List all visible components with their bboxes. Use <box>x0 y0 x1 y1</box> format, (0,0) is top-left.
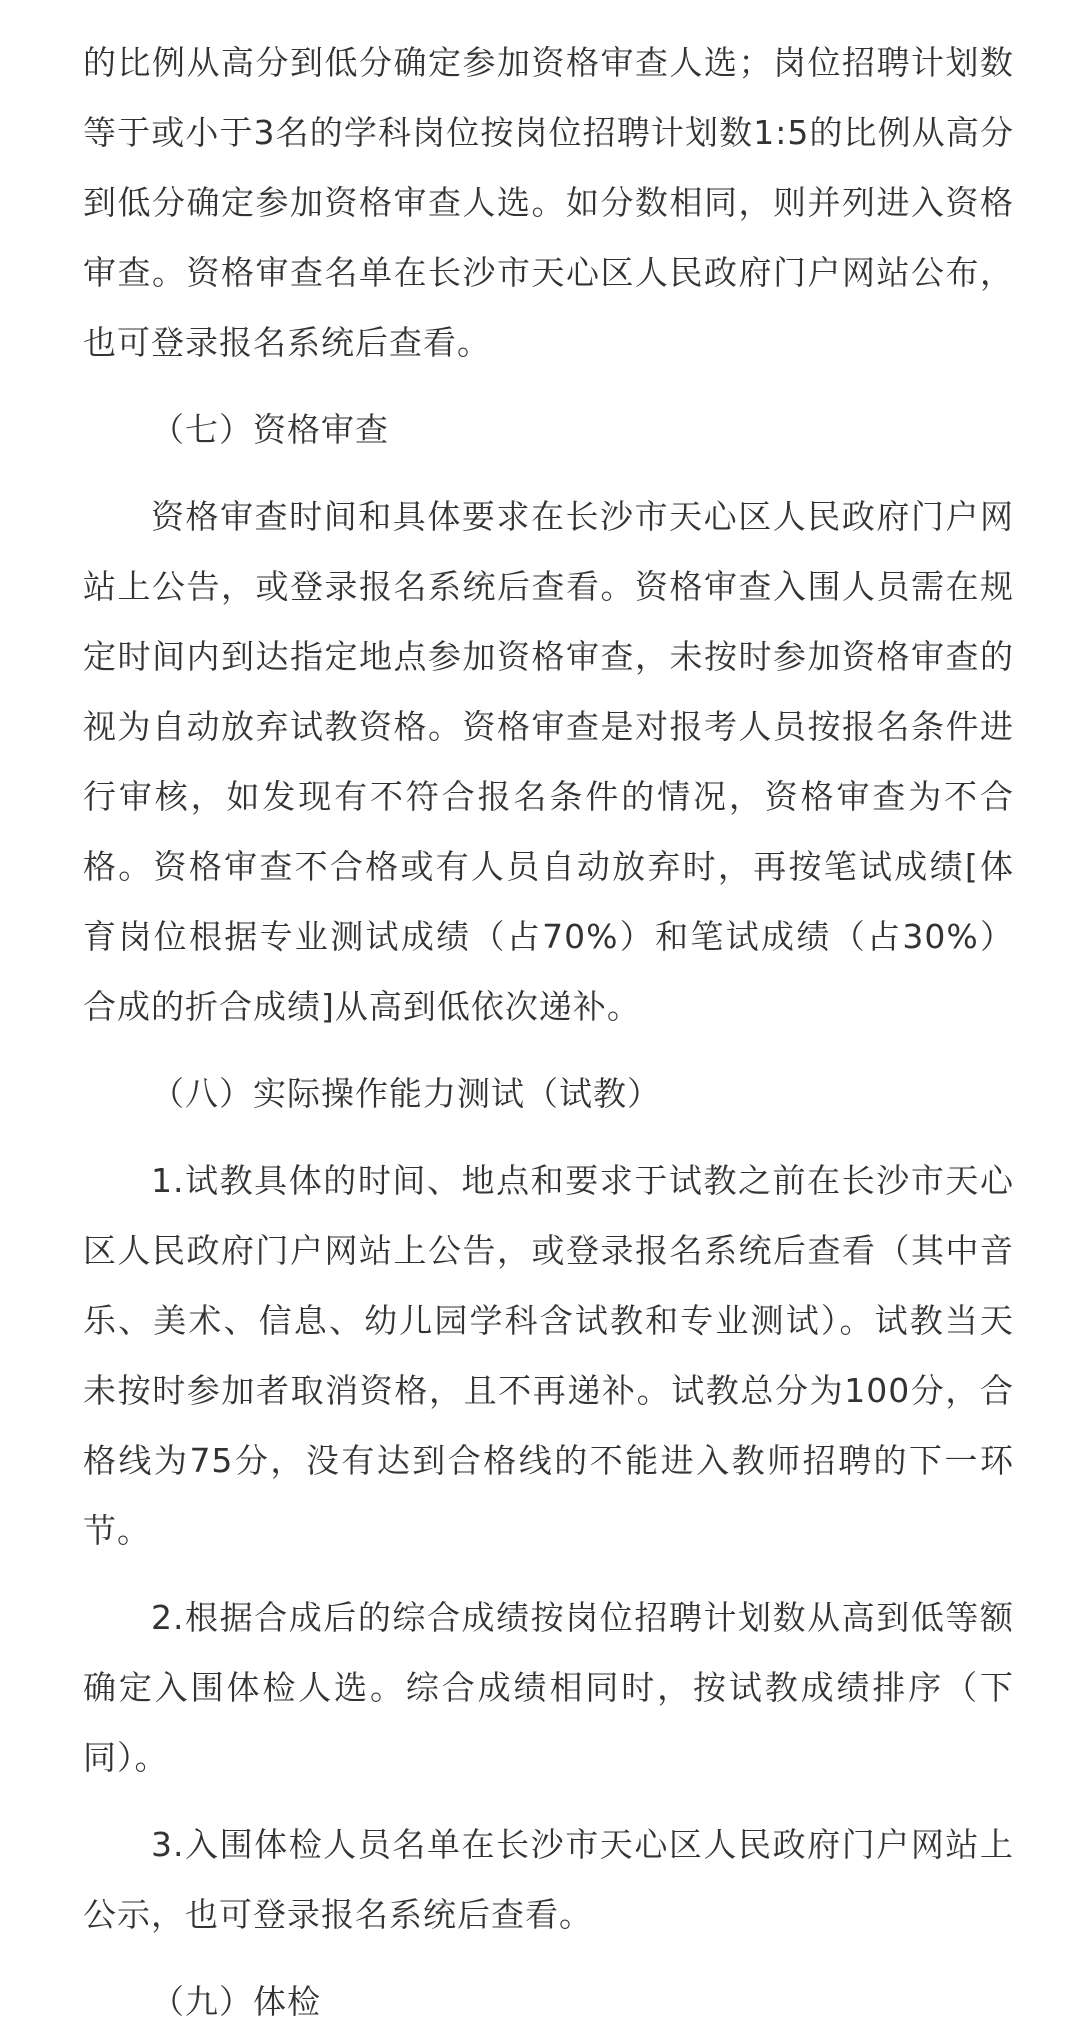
paragraph-practical-test-3: 3.入围体检人员名单在长沙市天心区人民政府门户网站上公示，也可登录报名系统后查看。 <box>83 1825 1014 1934</box>
paragraph-qualification-review: 资格审查时间和具体要求在长沙市天心区人民政府门户网站上公告，或登录报名系统后查看。资格审查入围人员需在规定时间内到达指定地点参加资格审查，未按时参加资格审查的视为自动放弃试教资格。资格审查是对报考人员按报名条件进行审核，如发现有不符合报名条件的情况，资格审查为不合格。资格审查不合格或有人员自动放弃时，再按笔试成绩[体育岗位根据专业测试成绩（占70%）和笔试成绩（占30%）合成的折合成绩]从高到低依次递补。 <box>83 497 1014 1026</box>
section-heading-qualification-review: （七）资格审查 <box>151 410 389 449</box>
paragraph-practical-test-2: 2.根据合成后的综合成绩按岗位招聘计划数从高到低等额确定入围体检人选。综合成绩相同时，按试教成绩排序（下同）。 <box>83 1598 1014 1777</box>
section-heading-practical-test: （八）实际操作能力测试（试教） <box>151 1074 661 1113</box>
paragraph-practical-test-1: 1.试教具体的时间、地点和要求于试教之前在长沙市天心区人民政府门户网站上公告，或登录报名系统后查看（其中音乐、美术、信息、幼儿园学科含试教和专业测试）。试教当天未按时参加者取消资格，且不再递补。试教总分为100分，合格线为75分，没有达到合格线的不能进入教师招聘的下一环节。 <box>83 1161 1014 1550</box>
section-heading-physical-exam: （九）体检 <box>151 1982 321 2021</box>
paragraph-qualification-selection: 的比例从高分到低分确定参加资格审查人选；岗位招聘计划数等于或小于3名的学科岗位按岗位招聘计划数1:5的比例从高分到低分确定参加资格审查人选。如分数相同，则并列进入资格审查。资格审查名单在长沙市天心区人民政府门户网站公布，也可登录报名系统后查看。 <box>83 43 1014 362</box>
